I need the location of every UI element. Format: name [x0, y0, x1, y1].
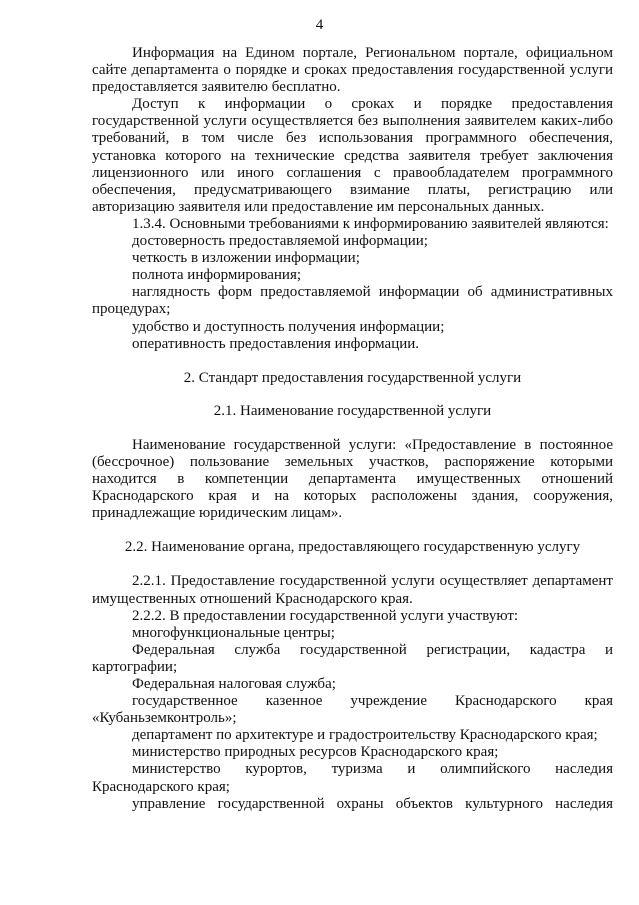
paragraph-provider: 2.2.1. Предоставление государственной услуги осуществляет департамент имущественных отношений Краснодарского края.	[92, 573, 613, 607]
participant-item: государственное казенное учреждение Краснодарского края «Кубаньземконтроль»;	[92, 693, 613, 727]
requirement-item: четкость в изложении информации;	[132, 250, 360, 267]
participant-item: департамент по архитектуре и градостроительству Краснодарского края;	[132, 727, 598, 744]
requirement-item: достоверность предоставляемой информации;	[132, 233, 428, 250]
document-body	[92, 45, 613, 813]
subsection-heading: 2.1. Наименование государственной услуги	[213, 402, 492, 419]
paragraph-access-info: Доступ к информации о сроках и порядке предоставления государственной услуги осуществляется без выполнения заявителем каких-либо требований, в том числе без использования программного обеспечения, установка которого на технические средства заявителя требует заключения лицензионного или иного соглашения с правообладателем программного обеспечения, предусматривающего взимание платы, регистрацию или авторизацию заявителя или предоставление им персональных данных.	[92, 96, 613, 215]
requirement-item: полнота информирования;	[132, 267, 302, 284]
requirement-item: наглядность форм предоставляемой информации об административных процедурах;	[92, 284, 613, 318]
paragraph-requirements-intro: 1.3.4. Основными требованиями к информированию заявителей являются:	[132, 215, 609, 232]
participant-item: министерство курортов, туризма и олимпийского наследия Краснодарского края;	[92, 761, 613, 795]
paragraph-info-free: Информация на Едином портале, Региональном портале, официальном сайте департамента о порядке и сроках предоставления государственной услуги предоставляется заявителю бесплатно.	[92, 45, 613, 96]
requirement-item: удобство и доступность получения информации;	[132, 318, 445, 335]
paragraph-service-name: Наименование государственной услуги: «Предоставление в постоянное (бессрочное) пользование земельных участков, распоряжение которыми находится в компетенции департамента имущественных отношений Краснодарского края и на которых расположены здания, сооружения, принадлежащие юридическим лицам».	[92, 436, 613, 522]
participant-item: Федеральная служба государственной регистрации, кадастра и картографии;	[92, 641, 613, 675]
page-number: 4	[315, 17, 324, 33]
section-heading: 2. Стандарт предоставления государственной услуги	[183, 369, 522, 386]
participant-item: министерство природных ресурсов Краснодарского края;	[132, 744, 499, 761]
requirement-item: оперативность предоставления информации.	[132, 335, 420, 352]
participant-item: управление государственной охраны объектов культурного наследия	[132, 795, 613, 812]
participant-item: Федеральная налоговая служба;	[132, 676, 336, 692]
participant-item: многофункциональные центры;	[132, 624, 335, 641]
subsection-heading: 2.2. Наименование органа, предоставляющего государственную услугу	[124, 539, 581, 556]
paragraph-participants-intro: 2.2.2. В предоставлении государственной услуги участвуют:	[132, 607, 519, 624]
